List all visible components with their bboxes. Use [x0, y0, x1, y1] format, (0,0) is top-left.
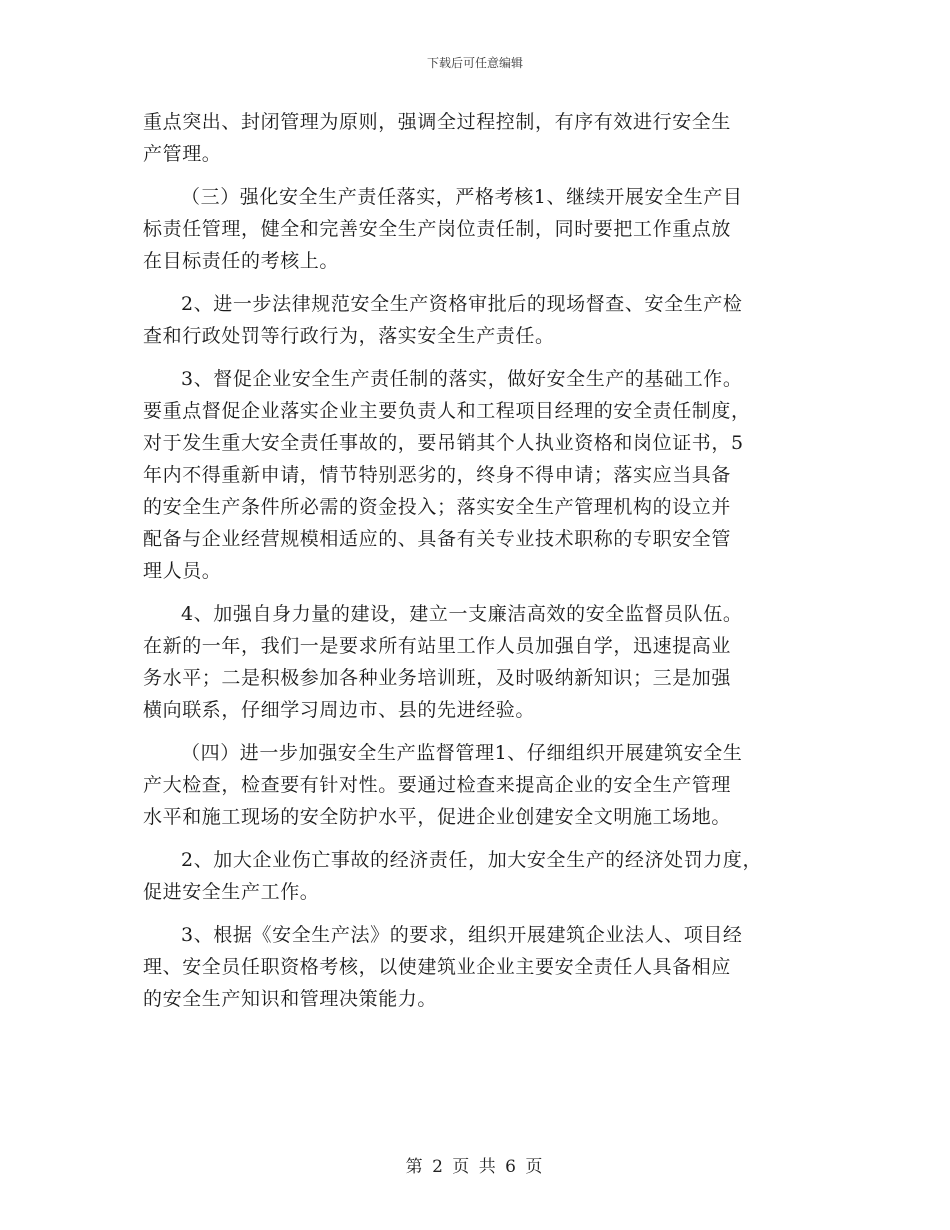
paragraph — [143, 737, 823, 833]
paragraph — [143, 363, 823, 587]
paragraph — [143, 598, 823, 726]
text-line: 查和行政处罚等行政行为，落实安全生产责任。 — [143, 325, 555, 347]
text-line: 4、加强自身力量的建设，建立一支廉洁高效的安全监督员队伍。 — [181, 603, 743, 625]
paragraph — [143, 106, 823, 170]
text-line: 的安全生产知识和管理决策能力。 — [143, 988, 438, 1010]
text-line: 水平和施工现场的安全防护水平，促进企业创建安全文明施工场地。 — [143, 806, 732, 828]
text-line: 横向联系，仔细学习周边市、县的先进经验。 — [143, 699, 536, 721]
text-line: 要重点督促企业落实企业主要负责人和工程项目经理的安全责任制度， — [143, 400, 751, 422]
text-line: 对于发生重大安全责任事故的，要吊销其个人执业资格和岗位证书，5 — [143, 432, 744, 454]
text-line: 2、加大企业伤亡事故的经济责任，加大安全生产的经济处罚力度， — [181, 849, 763, 871]
text-line: 年内不得重新申请，情节特别恶劣的，终身不得申请；落实应当具备 — [143, 464, 732, 486]
text-line: 配备与企业经营规模相适应的、具备有关专业技术职称的专职安全管 — [143, 528, 732, 550]
document-body — [143, 106, 823, 1015]
text-line: （三）强化安全生产责任落实，严格考核1、继续开展安全生产目 — [181, 186, 743, 208]
paragraph — [143, 288, 823, 352]
text-line: 务水平；二是积极参加各种业务培训班，及时吸纳新知识；三是加强 — [143, 667, 732, 689]
paragraph — [143, 181, 823, 277]
paragraph — [143, 919, 823, 1015]
text-line: 的安全生产条件所必需的资金投入；落实安全生产管理机构的设立并 — [143, 496, 732, 518]
text-line: 促进安全生产工作。 — [143, 881, 320, 903]
text-line: 理人员。 — [143, 560, 222, 582]
text-line: 理、安全员任职资格考核，以使建筑业企业主要安全责任人具备相应 — [143, 956, 732, 978]
text-line: 产大检查，检查要有针对性。要通过检查来提高企业的安全生产管理 — [143, 774, 732, 796]
text-line: 3、督促企业安全生产责任制的落实，做好安全生产的基础工作。 — [181, 368, 743, 390]
page-header: 下载后可任意编辑 — [426, 56, 523, 70]
paragraph — [143, 844, 823, 908]
text-line: 标责任管理，健全和完善安全生产岗位责任制，同时要把工作重点放 — [143, 218, 732, 240]
text-line: 3、根据《安全生产法》的要求，组织开展建筑企业法人、项目经 — [181, 924, 743, 946]
text-line: 重点突出、封闭管理为原则，强调全过程控制，有序有效进行安全生 — [143, 111, 732, 133]
text-line: 在目标责任的考核上。 — [143, 250, 340, 272]
text-line: 产管理。 — [143, 143, 222, 165]
text-line: （四）进一步加强安全生产监督管理1、仔细组织开展建筑安全生 — [181, 742, 743, 764]
page-number: 第 2 页 共 6 页 — [405, 1157, 545, 1177]
text-line: 2、进一步法律规范安全生产资格审批后的现场督查、安全生产检 — [181, 293, 743, 315]
text-line: 在新的一年，我们一是要求所有站里工作人员加强自学，迅速提高业 — [143, 635, 732, 657]
